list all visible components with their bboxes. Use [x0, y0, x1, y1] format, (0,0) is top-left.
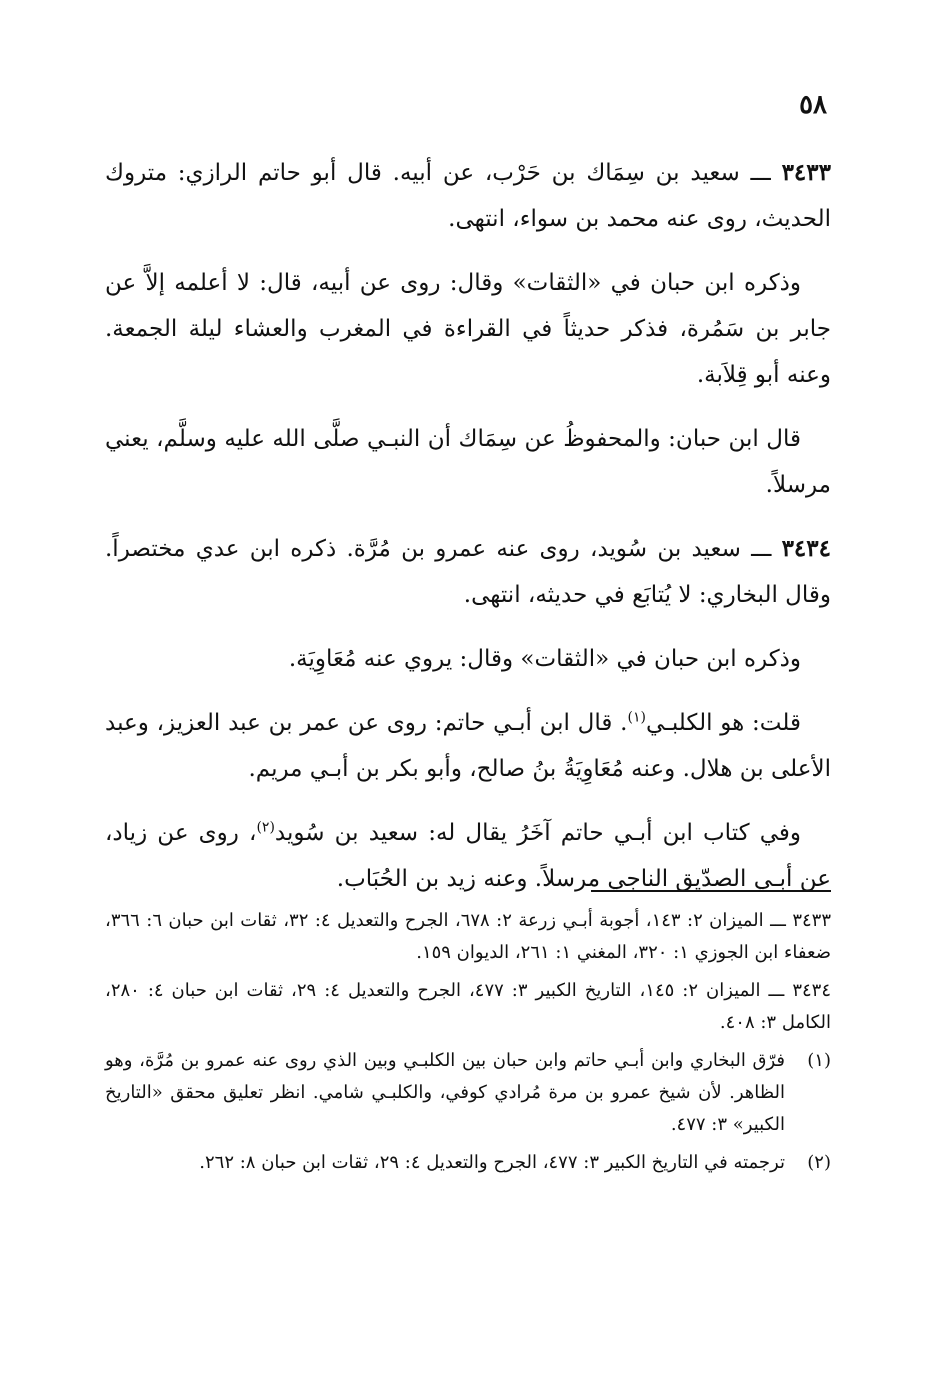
entry-3433-heading-paragraph [105, 150, 831, 242]
paragraph: وذكره ابن حبان في «الثقات» وقال: روى عن أبيه، قال: لا أعلمه إلاَّ عن جابر بن سَمُرة، فذكر حديثاً في القراءة في المغرب والعشاء ليلة الجمعة. وعنه أبو قِلاَبة. [105, 270, 831, 388]
entry-text: ـــ سعيد بن سِمَاك بن حَرْب، عن أبيه. قال أبو حاتم الرازي: متروك الحديث، روى عنه محمد بن سواء، انتهى. [105, 160, 831, 232]
reference-3434: ٣٤٣٤ ـــ الميزان ٢: ١٤٥، التاريخ الكبير ٣: ٤٧٧، الجرح والتعديل ٤: ٢٩، ثقات ابن حبان ٤: ٢٨٠، الكامل ٣: ٤٠٨. [105, 980, 831, 1033]
text-segment: . قال ابن أبـي حاتم: روى عن عمر بن عبد العزيز، وعبد الأعلى بن هلال. وعنه مُعَاوِيَةُ بنُ صالح، وأبو بكر بن أبـي مريم. [105, 710, 831, 782]
entry-number: ٣٤٣٣ [781, 159, 831, 186]
footnote-separator [591, 890, 831, 892]
page-number: ٥٨ [799, 90, 827, 120]
text-segment: وفي كتاب ابن أبـي حاتم آخَرُ يقال له: سعيد بن سُويد [274, 820, 801, 846]
footnote-1 [105, 1045, 831, 1141]
footnotes [105, 905, 831, 1185]
paragraph: وذكره ابن حبان في «الثقات» وقال: يروي عنه مُعَاوِيَة. [288, 646, 801, 672]
footnote-text: فرّق البخاري وابن أبـي حاتم وابن حبان بين الكلبـي وبين الذي روى عنه عمرو بن مُرَّة، وهو الظاهر. لأن شيخ عمرو بن مرة مُرادي كوفي، والكلبـي شامي. انظر تعليق محقق «التاريخ الكبير» ٣: ٤٧٧. [105, 1050, 785, 1135]
footnote-number: (٢) [807, 1152, 831, 1173]
footnote-text: ترجمته في التاريخ الكبير ٣: ٤٧٧، الجرح والتعديل ٤: ٢٩، ثقات ابن حبان ٨: ٢٦٢. [199, 1152, 785, 1173]
footnote-marker-2[interactable]: (٢) [256, 819, 275, 836]
text-segment: ، روى عن زياد، عن أبـي الصدّيق الناجي مرسلاً. وعنه زيد بن الحُبَاب. [105, 820, 831, 892]
footnote-2 [105, 1147, 831, 1179]
entry-3434-heading-paragraph [105, 526, 831, 618]
paragraph-with-footnote-1 [105, 700, 831, 792]
entry-number: ٣٤٣٤ [781, 535, 831, 562]
reference-3433: ٣٤٣٣ ـــ الميزان ٢: ١٤٣، أجوبة أبـي زرعة ٢: ٦٧٨، الجرح والتعديل ٤: ٣٢، ثقات ابن حبان ٦: ٣٦٦، ضعفاء ابن الجوزي ١: ٣٢٠، المغني ١: ٢٦١، الديوان ١٥٩. [105, 910, 831, 963]
paragraph: قال ابن حبان: والمحفوظُ عن سِمَاك أن النبـي صلَّى الله عليه وسلَّم، يعني مرسلاً. [105, 426, 831, 498]
footnote-marker-1[interactable]: (١) [627, 709, 646, 726]
paragraph-with-footnote-2 [105, 810, 831, 902]
text-segment: قلت: هو الكلبـي [645, 710, 801, 736]
entry-text: ـــ سعيد بن سُويد، روى عنه عمرو بن مُرَّة. ذكره ابن عدي مختصراً. وقال البخاري: لا يُتابَع في حديثه، انتهى. [105, 536, 831, 608]
main-text [105, 150, 831, 920]
footnote-number: (١) [807, 1050, 831, 1071]
